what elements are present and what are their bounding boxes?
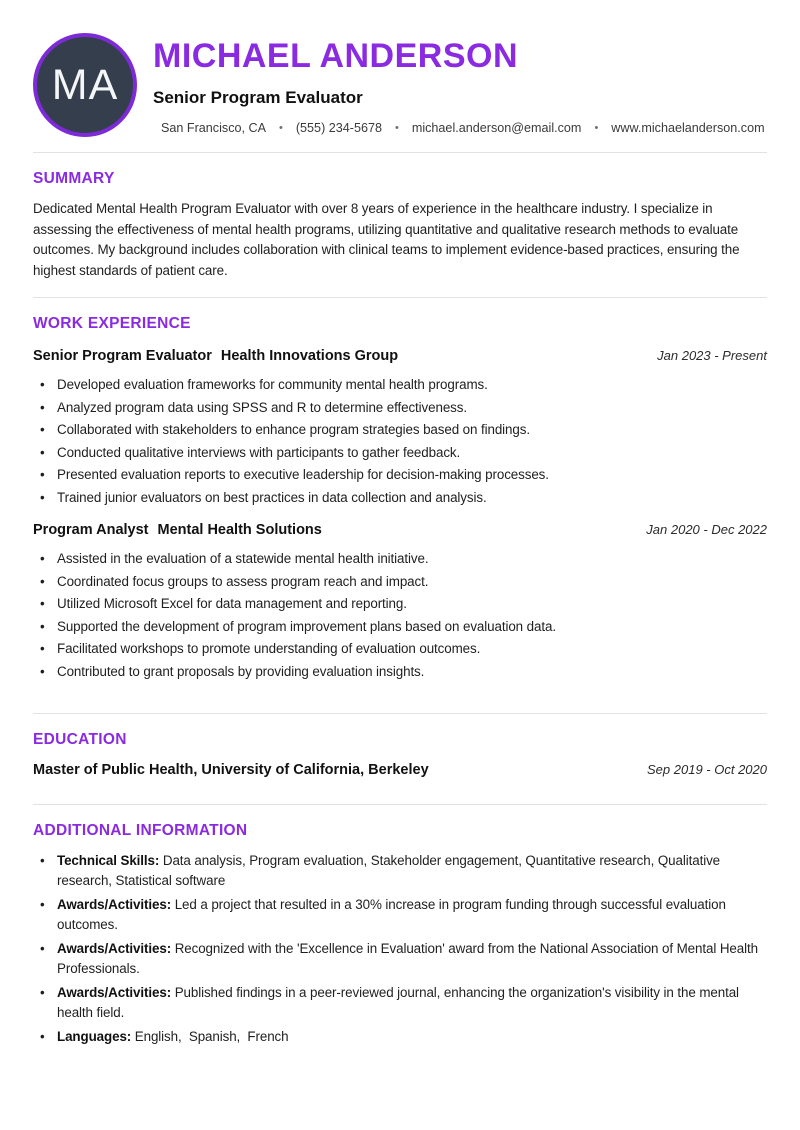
additional-info-item [38,939,767,979]
contact-email: michael.anderson@email.com [411,121,582,135]
contact-row [153,121,765,135]
job-bullet: • Contributed to grant proposals by providing evaluation insights. [38,662,767,682]
job-bullet-list [33,549,767,681]
additional-info-label: Awards/Activities: [57,985,172,1000]
avatar [33,33,137,137]
additional-info-text: Recognized with the 'Excellence in Evaluation' award from the National Association of Mental Health Professionals. [57,941,762,976]
resume-header [33,33,767,137]
education-dates: Sep 2019 - Oct 2020 [647,762,767,777]
bullet-separator-icon: • [279,122,283,134]
bullet-separator-icon: • [594,122,599,134]
job-dates: Jan 2020 - Dec 2022 [646,522,767,537]
job-dates: Jan 2023 - Present [657,348,767,363]
job-bullet: • Developed evaluation frameworks for community mental health programs. [38,375,767,395]
job-title: Senior Program Evaluator [33,348,212,364]
additional-info-label: Technical Skills: [57,853,160,868]
job-bullet-list [33,375,767,507]
job-title: Program Analyst [33,522,149,538]
job-bullet: • Analyzed program data using SPSS and R to determine effectiveness. [38,398,767,418]
additional-info-item [38,1027,767,1047]
additional-info-item [38,851,767,891]
additional-info-list [33,851,767,1047]
job-entry [33,347,767,507]
additional-information-heading: ADDITIONAL INFORMATION [33,822,248,839]
additional-info-text: Led a project that resulted in a 30% increase in program funding through successful evaluation outcomes. [57,897,730,932]
avatar-initials: MA [51,60,119,109]
additional-info-label: Awards/Activities: [57,897,172,912]
job-company: Health Innovations Group [220,348,399,364]
additional-info-item [38,983,767,1023]
job-company: Mental Health Solutions [157,522,322,538]
contact-phone: (555) 234-5678 [295,121,382,135]
person-name: MICHAEL ANDERSON [153,37,519,75]
additional-info-text: Data analysis, Program evaluation, Stakeholder engagement, Quantitative research, Qualitative research, Statistical software [57,853,724,888]
header-text-block [153,33,765,135]
additional-info-label: Languages: [57,1029,132,1044]
work-experience-section [33,298,767,681]
contact-website: www.michaelanderson.com [611,121,765,135]
job-title-company [33,521,322,539]
additional-information-section [33,805,767,1047]
person-job-title: Senior Program Evaluator [153,88,363,107]
job-bullet: • Utilized Microsoft Excel for data management and reporting. [38,594,767,614]
job-bullet: • Conducted qualitative interviews with participants to gather feedback. [38,443,767,463]
job-bullet: • Assisted in the evaluation of a statewide mental health initiative. [38,549,767,569]
additional-info-text: English, Spanish, French [134,1029,289,1044]
summary-section [33,153,767,281]
job-title-company [33,347,398,365]
education-heading: EDUCATION [33,731,127,748]
education-degree: Master of Public Health, University of California, Berkeley [33,762,429,778]
contact-location: San Francisco, CA [161,121,266,135]
education-section [33,714,767,778]
additional-info-item [38,895,767,935]
job-bullet: • Presented evaluation reports to executive leadership for decision-making processes. [38,465,767,485]
job-bullet: • Collaborated with stakeholders to enhance program strategies based on findings. [38,420,767,440]
bullet-separator-icon: • [394,122,399,134]
job-header-row [33,347,767,365]
job-bullet: • Facilitated workshops to promote understanding of evaluation outcomes. [38,639,767,659]
work-experience-heading: WORK EXPERIENCE [33,315,191,332]
additional-info-text: Published findings in a peer-reviewed journal, enhancing the organization's visibility in the mental health field. [57,985,743,1020]
summary-heading: SUMMARY [33,170,115,187]
job-bullet: • Coordinated focus groups to assess program reach and impact. [38,572,767,592]
summary-text: Dedicated Mental Health Program Evaluator with over 8 years of experience in the healthcare industry. I specialize in assessing the effectiveness of mental health programs, utilizing quantitative and qualitative research methods to evaluate outcomes. My background includes collaboration with clinical teams to implement evidence-based practices, ensuring the highest standards of patient care. [33,201,740,278]
education-entry [33,762,767,778]
job-entry [33,521,767,681]
job-bullet: • Trained junior evaluators on best practices in data collection and analysis. [38,488,767,508]
job-bullet: • Supported the development of program improvement plans based on evaluation data. [38,617,767,637]
additional-info-label: Awards/Activities: [57,941,172,956]
job-header-row [33,521,767,539]
